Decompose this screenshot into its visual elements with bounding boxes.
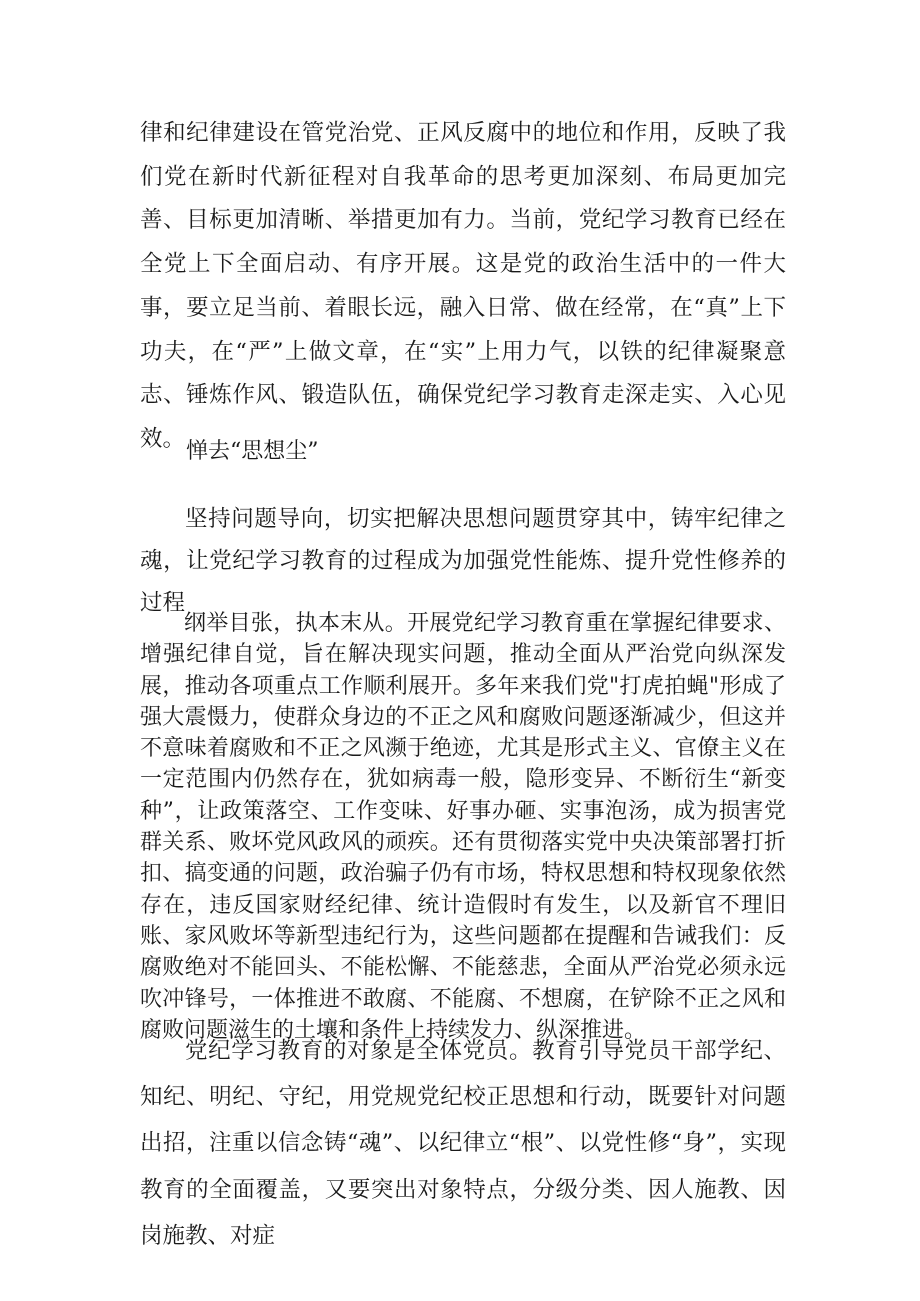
section-heading: 惮去“思想尘”	[186, 439, 319, 464]
body-paragraph: 党纪学习教育的对象是全体党员。教育引导党员干部学纪、知纪、明纪、守纪，用党规党纪校正思想和行动，既要针对问题出招，注重以信念铸“魂”、以纪律立“根”、以党性修“身”，实现教育的全面覆盖，又要突出对象特点，分级分类、因人施教、因岗施教、对症	[140, 1038, 786, 1249]
body-paragraph: 纲举目张，执本末从。开展党纪学习教育重在掌握纪律要求、增强纪律自觉，旨在解决现实问题，推动全面从严治党向纵深发展，推动各项重点工作顺利展开。多年来我们党"打虎拍蝇"形成了强大震慑力，使群众身边的不正之风和腐败问题逐渐减少，但这并不意味着腐败和不正之风濒于绝迹，尤其是形式主义、官僚主义在一定范围内仍然存在，犹如病毒一般，隐形变异、不断衍生“新变种”，让政策落空、工作变味、好事办砸、实事泡汤，成为损害党群关系、败坏党风政风的顽疾。还有贯彻落实党中央决策部署打折扣、搞变通的问题，政治骗子仍有市场，特权思想和特权现象依然存在，违反国家财经纪律、统计造假时有发生，以及新官不理旧账、家风败坏等新型违纪行为，这些问题都在提醒和告诫我们：反腐败绝对不能回头、不能松懈、不能慈悲，全面从严治党必须永远吹冲锋号，一体推进不敢腐、不能腐、不想腐，在铲除不正之风和腐败问题滋生的土壤和条件上持续发力、纵深推进。	[140, 611, 786, 1043]
body-paragraph: 律和纪律建设在管党治党、正风反腐中的地位和作用，反映了我们党在新时代新征程对自我革命的思考更加深刻、布局更加完善、目标更加清晰、举措更加有力。当前，党纪学习教育已经在全党上下全面启动、有序开展。这是党的政治生活中的一件大事，要立足当前、着眼长远，融入日常、做在经常，在“真”上下功夫，在“严”上做文章，在“实”上用力气，以铁的纪律凝聚意志、锤炼作风、锻造队伍，确保党纪学习教育走深走实、入心见效。	[140, 120, 786, 452]
section-lead: 坚持问题导向，切实把解决思想问题贯穿其中，铸牢纪律之魂，让党纪学习教育的过程成为加强党性能炼、提升党性修养的过程	[140, 506, 786, 616]
